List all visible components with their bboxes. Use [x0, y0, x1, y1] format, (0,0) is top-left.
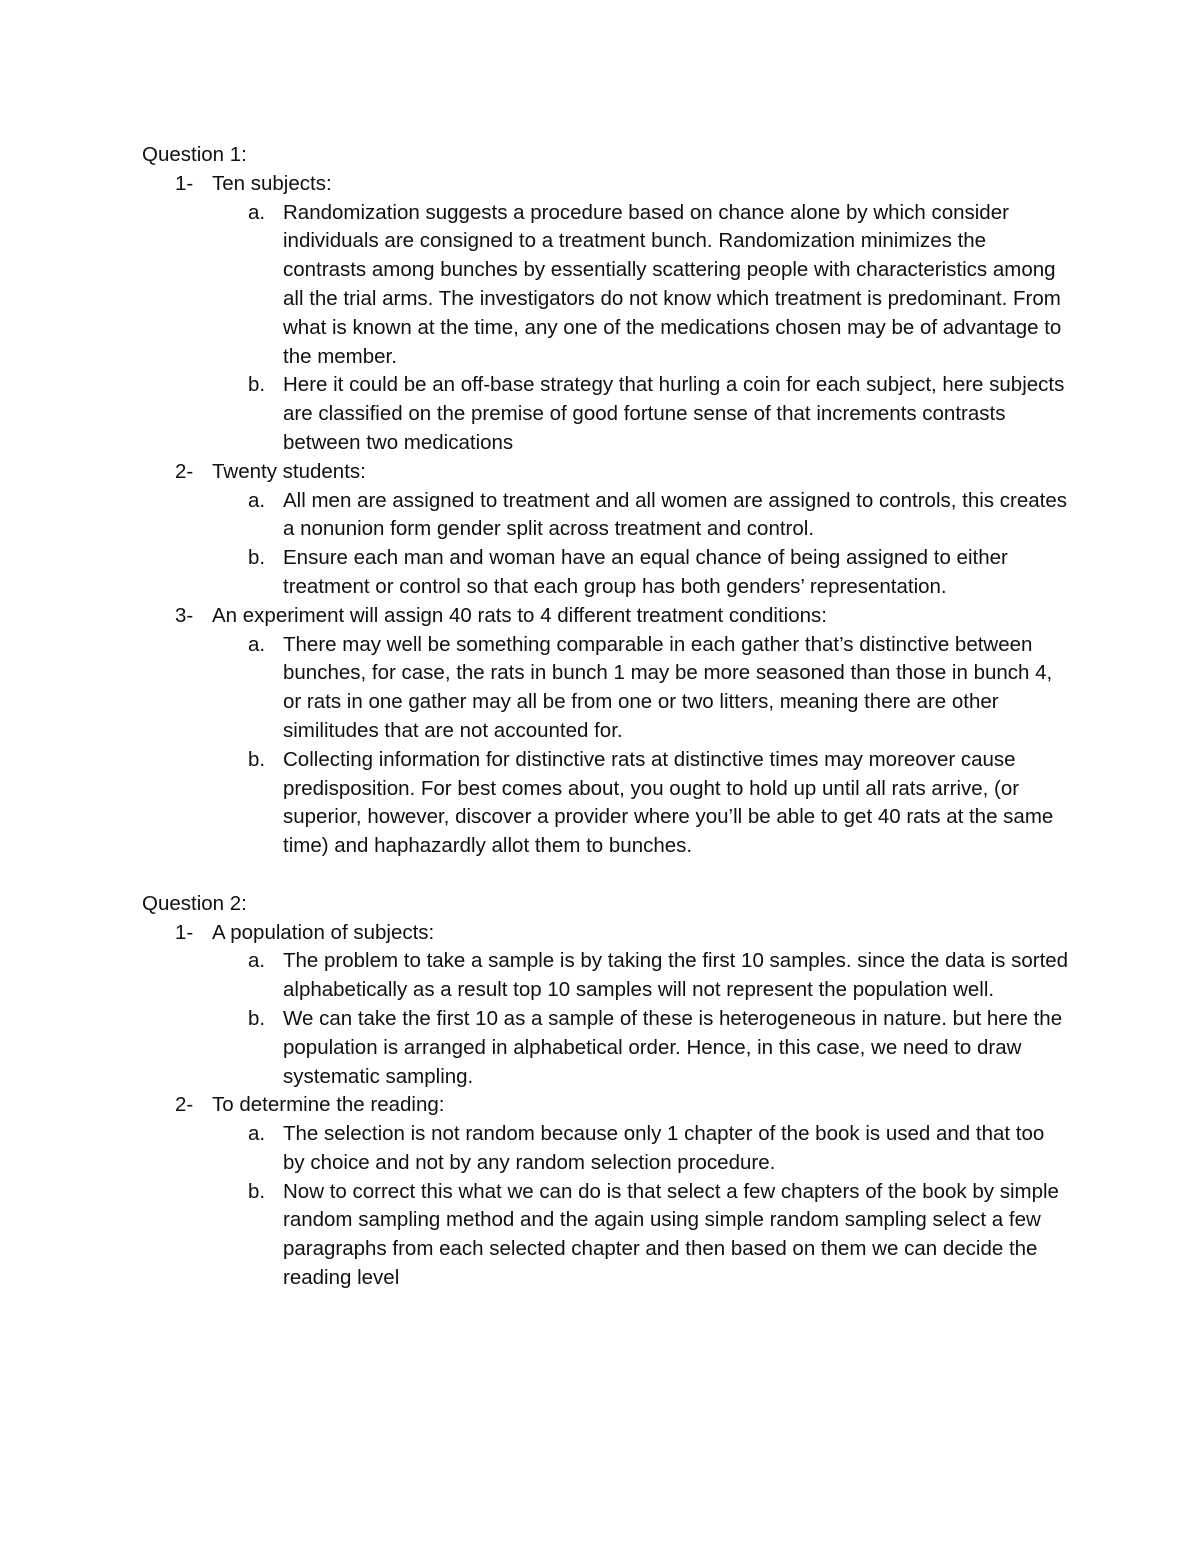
- question-2: [142, 890, 1070, 1293]
- sub-letter: b.: [248, 1006, 266, 1030]
- sub-letter: b.: [248, 546, 266, 570]
- sub-text: All men are assigned to treatment and all women are assigned to controls, this creates a nonunion form gender split across treatment and control.: [283, 488, 1067, 541]
- question-title: Question 2:: [142, 891, 247, 915]
- sub-text: Collecting information for distinctive rats at distinctive times may moreover cause predisposition. For best comes about, you ought to hold up until all rats arrive, (or superior, however, discover a provider where you’ll be able to get 40 rats at the same time) and haphazardly allot them to bunches.: [283, 747, 1054, 858]
- sub-text: Now to correct this what we can do is that select a few chapters of the book by simple random sampling method and the again using simple random sampling select a few paragraphs from each selected chapter and then based on them we can decide the reading level: [283, 1179, 1059, 1290]
- item-label: A population of subjects:: [212, 920, 435, 944]
- item-number: 2-: [175, 459, 194, 483]
- item-number: 3-: [175, 603, 194, 627]
- item-label: Ten subjects:: [212, 171, 332, 195]
- sub-item: [248, 371, 1070, 457]
- sub-letter: b.: [248, 1179, 266, 1203]
- sub-item: [248, 544, 1070, 602]
- sub-list: [212, 199, 1070, 458]
- sub-list: [212, 631, 1070, 861]
- sub-item: [248, 947, 1070, 1005]
- item-label: An experiment will assign 40 rats to 4 different treatment conditions:: [212, 603, 827, 627]
- sub-letter: a.: [248, 949, 266, 973]
- sub-item: [248, 199, 1070, 372]
- sub-text: Ensure each man and woman have an equal chance of being assigned to either treatment or control so that each group has both genders’ representation.: [283, 546, 1008, 598]
- question-title: Question 1:: [142, 143, 247, 166]
- sub-letter: a.: [248, 488, 266, 512]
- sub-list: [212, 1120, 1070, 1293]
- sub-text: Randomization suggests a procedure based on chance alone by which consider individuals are consigned to a treatment bunch. Randomization minimizes the contrasts among bunches by essentially scattering people with characteristics among all the trial arms. The investigators do not know which treatment is predominant. From what is known at the time, any one of the medications chosen may be of advantage to the member.: [283, 200, 1062, 368]
- sub-list: [212, 487, 1070, 602]
- item-number: 2-: [175, 1093, 194, 1117]
- sub-letter: b.: [248, 373, 266, 397]
- sub-text: Here it could be an off-base strategy that hurling a coin for each subject, here subjects are classified on the premise of good fortune sense of that increments contrasts between two medications: [283, 373, 1065, 454]
- sub-item: [248, 1178, 1070, 1293]
- sub-letter: a.: [248, 1122, 266, 1146]
- sub-letter: a.: [248, 632, 266, 656]
- sub-text: There may well be something comparable in each gather that’s distinctive between bunches, for case, the rats in bunch 1 may be more seasoned than those in bunch 4, or rats in one gather may all be from one or two litters, meaning there are other similitudes that are not accounted for.: [283, 632, 1053, 742]
- sub-letter: b.: [248, 747, 266, 771]
- item-label: To determine the reading:: [212, 1093, 445, 1117]
- sub-item: [248, 1120, 1070, 1178]
- item-list: [142, 919, 1070, 1293]
- list-item: [142, 919, 1070, 1092]
- sub-item: [248, 631, 1070, 746]
- sub-list: [212, 947, 1070, 1091]
- list-item: [142, 602, 1070, 861]
- list-item: [142, 170, 1070, 458]
- sub-text: The problem to take a sample is by taking the first 10 samples. since the data is sorted alphabetically as a result top 10 samples will not represent the population well.: [283, 949, 1069, 1002]
- item-number: 1-: [175, 171, 194, 195]
- item-label: Twenty students:: [212, 459, 366, 483]
- list-item: [142, 1091, 1070, 1293]
- item-list: [142, 170, 1070, 861]
- sub-text: We can take the first 10 as a sample of these is heterogeneous in nature. but here the population is arranged in alphabetical order. Hence, in this case, we need to draw systematic sampling.: [283, 1006, 1063, 1088]
- question-1: [142, 141, 1070, 861]
- list-item: [142, 458, 1070, 602]
- sub-text: The selection is not random because only 1 chapter of the book is used and that too by choice and not by any random selection procedure.: [283, 1122, 1045, 1174]
- sub-item: [248, 1005, 1070, 1091]
- item-number: 1-: [175, 920, 194, 944]
- sub-letter: a.: [248, 200, 266, 224]
- sub-item: [248, 746, 1070, 861]
- sub-item: [248, 487, 1070, 545]
